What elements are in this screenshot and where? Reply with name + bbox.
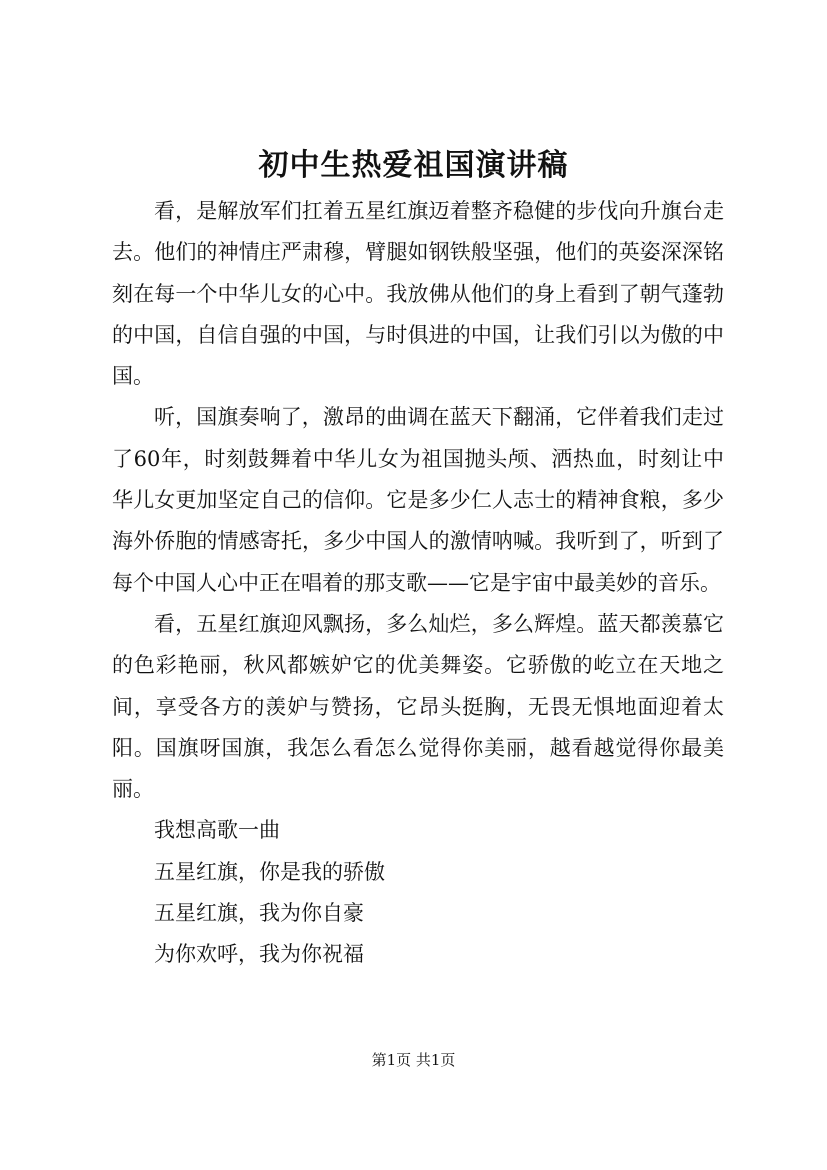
paragraph: 看，是解放军们扛着五星红旗迈着整齐稳健的步伐向升旗台走去。他们的神情庄严肃穆，臂腿如钢铁般坚强，他们的英姿深深铭刻在每一个中华儿女的心中。我放佛从他们的身上看到了朝气蓬勃的中国，自信自强的中国，与时俱进的中国，让我们引以为傲的中国。 bbox=[112, 199, 724, 389]
poem-line: 五星红旗，我为你自豪 bbox=[154, 901, 364, 926]
paragraph: 听，国旗奏响了，激昂的曲调在蓝天下翻涌，它伴着我们走过了60年，时刻鼓舞着中华儿女为祖国抛头颅、洒热血，时刻让中华儿女更加坚定自己的信仰。它是多少仁人志士的精神食粮，多少海外侨胞的情感寄托，多少中国人的激情呐喊。我听到了，听到了每个中国人心中正在唱着的那支歌——它是宇宙中最美妙的音乐。 bbox=[112, 405, 724, 595]
document-body bbox=[112, 191, 724, 976]
poem-line: 我想高歌一曲 bbox=[154, 818, 280, 843]
page-number-footer: 第1页 共1页 bbox=[371, 1051, 456, 1069]
paragraph: 看，五星红旗迎风飘扬，多么灿烂，多么辉煌。蓝天都羡慕它的色彩艳丽，秋风都嫉妒它的优美舞姿。它骄傲的屹立在天地之间，享受各方的羡妒与赞扬，它昂头挺胸，无畏无惧地面迎着太阳。国旗呀国旗，我怎么看怎么觉得你美丽，越看越觉得你最美丽。 bbox=[112, 611, 724, 802]
poem-line: 为你欢呼，我为你祝福 bbox=[154, 942, 364, 967]
page-title: 初中生热爱祖国演讲稿 bbox=[258, 148, 569, 183]
poem-line: 五星红旗，你是我的骄傲 bbox=[154, 859, 385, 884]
